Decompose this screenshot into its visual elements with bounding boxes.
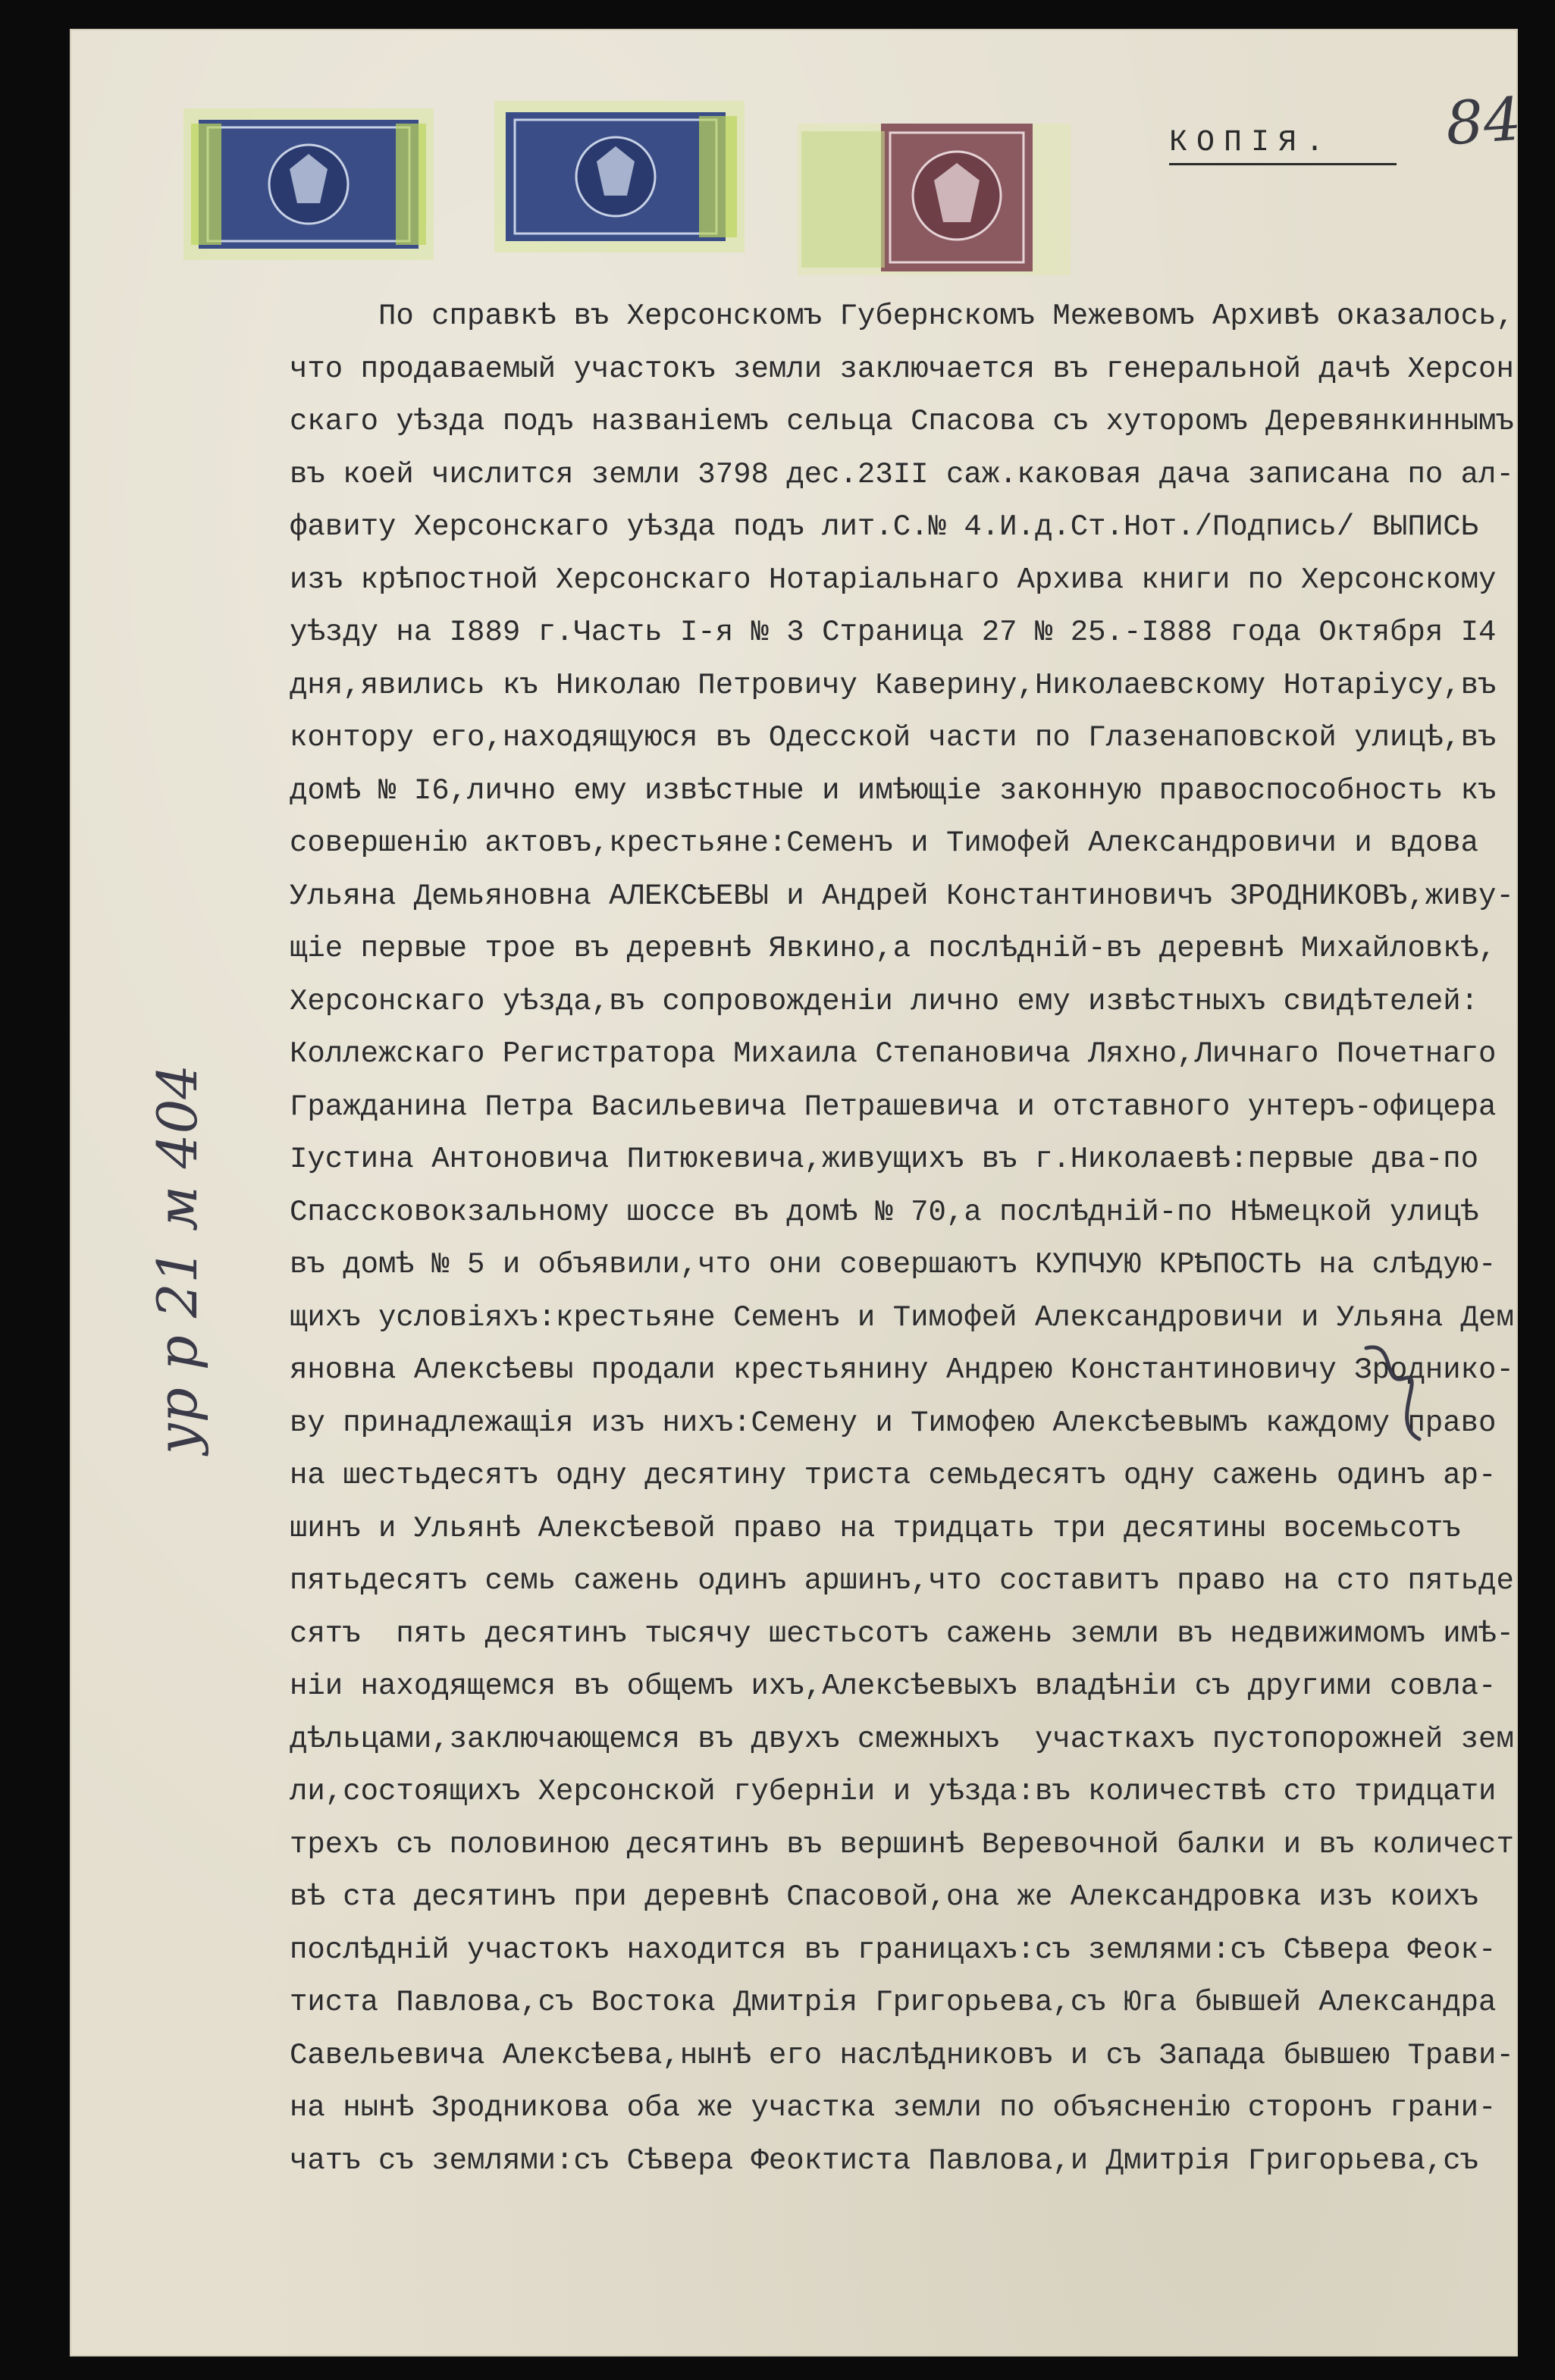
text-line: трехъ съ половиною десятинъ въ вершинѣ Веревочной балки и въ количест — [290, 1827, 1514, 1861]
text-line: шинъ и Ульянѣ Алексѣевой право на тридцать три десятины восемьсотъ — [290, 1511, 1461, 1545]
text-line: что продаваемый участокъ земли заключается въ генеральной дачѣ Херсон — [290, 352, 1514, 386]
text-line: на нынѣ Зродникова оба же участка земли по объясненію сторонъ грани- — [290, 2091, 1497, 2124]
text-line: домѣ № I6,лично ему извѣстные и имѣющіе законную правоспособность къ — [290, 773, 1497, 807]
text-line: пятьдесятъ семь сажень одинъ аршинъ,что составитъ право на сто пятьде — [290, 1564, 1514, 1598]
text-line: тиста Павлова,съ Востока Дмитрія Григорьева,съ Юга бывшей Александра — [290, 1986, 1497, 2019]
folio-number: 84 — [1443, 85, 1524, 159]
text-line: въ коей числится земли 3798 дес.23II саж.каковая дача записана по ал- — [290, 457, 1514, 491]
document-body — [290, 290, 1555, 2187]
text-line: чатъ съ землями:съ Сѣвера Феоктиста Павлова,и Дмитрія Григорьева,съ — [290, 2143, 1479, 2178]
revenue-stamps — [183, 86, 1131, 283]
text-line: ву принадлежащія изъ нихъ:Семену и Тимофею Алексѣевымъ каждому право — [290, 1406, 1497, 1440]
text-line: Херсонскаго уѣзда,въ сопровожденіи лично ему извѣстныхъ свидѣтелей: — [290, 984, 1479, 1018]
text-line: на шестьдесятъ одну десятину триста семьдесятъ одну сажень одинъ ар- — [290, 1459, 1497, 1492]
text-line: въ домѣ № 5 и объявили,что они совершаютъ КУПЧУЮ КРѢПОСТЬ на слѣдую- — [290, 1248, 1497, 1281]
text-line: яновна Алексѣевы продали крестьянину Андрею Константиновичу Зроднико- — [290, 1353, 1514, 1387]
revenue-stamp-3 — [798, 124, 1071, 275]
revenue-stamp-2 — [494, 101, 745, 252]
text-line: скаго уѣзда подъ названіемъ сельца Спасова съ хуторомъ Деревянкиннымъ — [290, 405, 1514, 438]
text-line: уѣзду на I889 г.Часть I-я № 3 Страница 27 № 25.-I888 года Октября I4 — [290, 616, 1497, 649]
document-heading: КОПІЯ. — [1169, 126, 1397, 165]
text-line: ніи находящемся въ общемъ ихъ,Алексѣевыхъ владѣніи съ другими совла- — [290, 1670, 1497, 1703]
document-page — [70, 29, 1524, 2356]
handwritten-paraph — [1351, 1333, 1442, 1454]
text-line: щихъ условіяхъ:крестьяне Семенъ и Тимофей Александровичи и Ульяна Дем — [290, 1300, 1514, 1334]
text-line: Іустина Антоновича Питюкевича,живущихъ въ г.Николаевѣ:первые два-по — [290, 1143, 1479, 1176]
text-line: дня,явились къ Николаю Петровичу Каверину,Николаевскому Нотаріусу,въ — [290, 668, 1497, 702]
text-line: Коллежскаго Регистратора Михаила Степановича Ляхно,Личнаго Почетнаго — [290, 1037, 1497, 1071]
text-line: По справкѣ въ Херсонскомъ Губернскомъ Межевомъ Архивѣ оказалось, — [290, 299, 1514, 333]
text-line: Савельевича Алексѣева,нынѣ его наслѣдниковъ и съ Запада бывшею Трави- — [290, 2038, 1514, 2072]
text-line: Гражданина Петра Васильевича Петрашевича и отставного унтеръ-офицера — [290, 1090, 1497, 1124]
text-line: сятъ пять десятинъ тысячу шестьсотъ сажень земли въ недвижимомъ имѣ- — [290, 1616, 1514, 1651]
revenue-stamp-1 — [183, 108, 434, 260]
text-line: послѣдній участокъ находится въ границахъ:съ землями:съ Сѣвера Феок- — [290, 1933, 1497, 1967]
text-line: Спассковокзальному шоссе въ домѣ № 70,а послѣдній-по Нѣмецкой улицѣ — [290, 1195, 1479, 1229]
text-line: щіе первые трое въ деревнѣ Явкино,а послѣдній-въ деревнѣ Михайловкѣ, — [290, 932, 1497, 965]
text-line: вѣ ста десятинъ при деревнѣ Спасовой,она же Александровка изъ коихъ — [290, 1880, 1479, 1914]
text-line: Ульяна Демьяновна АЛЕКСѢЕВЫ и Андрей Константиновичъ ЗРОДНИКОВЪ,живу- — [290, 879, 1514, 913]
text-line: изъ крѣпостной Херсонскаго Нотаріальнаго Архива книги по Херсонскому — [290, 563, 1497, 597]
text-line: ли,состоящихъ Херсонской губерніи и уѣзда:въ количествѣ сто тридцати — [290, 1775, 1497, 1808]
text-line: дѣльцами,заключающемся въ двухъ смежныхъ участкахъ пустопорожней зем — [290, 1722, 1514, 1756]
text-line: совершенію актовъ,крестьяне:Семенъ и Тимофей Александровичи и вдова — [290, 826, 1479, 860]
text-line: фавиту Херсонскаго уѣзда подъ лит.С.№ 4.И.д.Ст.Нот./Подпись/ ВЫПИСЬ — [290, 510, 1479, 544]
text-line: контору его,находящуюся въ Одесской части по Глазенаповской улицѣ,въ — [290, 721, 1497, 754]
margin-note: ур р 21 м 404 — [146, 1064, 209, 1454]
